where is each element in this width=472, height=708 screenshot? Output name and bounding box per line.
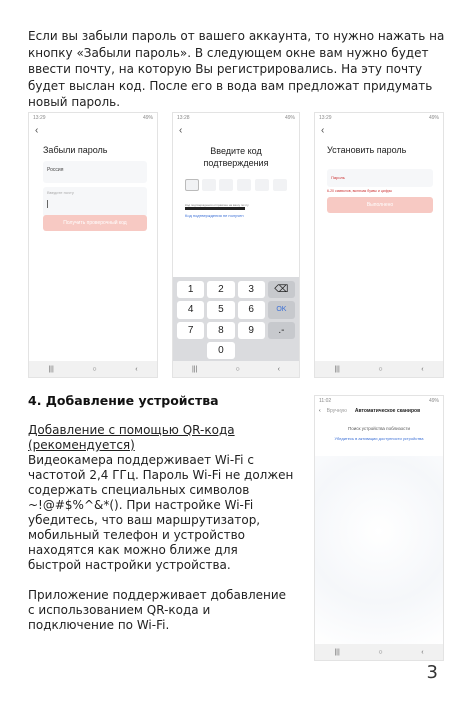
scan-radar-area bbox=[315, 456, 443, 644]
text-cursor bbox=[47, 200, 48, 208]
back-nav-icon[interactable]: ‹ bbox=[135, 365, 138, 373]
home-icon[interactable]: ○ bbox=[378, 648, 383, 656]
code-digit-box[interactable] bbox=[255, 179, 269, 191]
code-digit-box[interactable] bbox=[237, 179, 251, 191]
status-time: 11:02 bbox=[319, 398, 332, 404]
key-empty bbox=[177, 342, 204, 359]
page-number: 3 bbox=[426, 662, 438, 683]
email-field[interactable] bbox=[43, 187, 147, 217]
recent-apps-icon[interactable]: ||| bbox=[48, 365, 54, 373]
code-digit-box[interactable] bbox=[273, 179, 287, 191]
back-arrow-icon[interactable]: ‹ bbox=[35, 125, 39, 136]
key-1[interactable]: 1 bbox=[177, 281, 204, 298]
status-battery: 49% bbox=[428, 398, 439, 404]
screen-title: Установить пароль bbox=[327, 145, 407, 155]
key-6[interactable]: 6 bbox=[238, 301, 265, 318]
key-4[interactable]: 4 bbox=[177, 301, 204, 318]
app-support-paragraph: Приложение поддерживает добавление с использованием QR-кода и подключение по Wi-Fi. bbox=[28, 588, 287, 632]
status-bar bbox=[319, 115, 439, 123]
key-empty bbox=[268, 342, 295, 359]
key-0[interactable]: 0 bbox=[207, 342, 234, 359]
status-time: 13:29 bbox=[319, 115, 332, 121]
status-bar bbox=[319, 398, 439, 406]
key-ok[interactable]: OK bbox=[268, 301, 295, 318]
activate-device-link[interactable]: Убедитесь в активации доступности устройства bbox=[334, 436, 424, 441]
status-time: 13:28 bbox=[177, 115, 190, 121]
code-sent-text: Код подтверждения отправлен на вашу почту bbox=[185, 203, 249, 207]
back-arrow-icon[interactable]: ‹ bbox=[179, 125, 183, 136]
recent-apps-icon[interactable]: ||| bbox=[334, 648, 340, 656]
numeric-keypad bbox=[173, 277, 299, 363]
section-title: 4. Добавление устройства bbox=[28, 393, 219, 408]
back-nav-icon[interactable]: ‹ bbox=[421, 365, 424, 373]
back-nav-icon[interactable]: ‹ bbox=[421, 648, 424, 656]
key-9[interactable]: 9 bbox=[238, 322, 265, 339]
status-bar bbox=[33, 115, 153, 123]
email-placeholder: Введите почту bbox=[47, 190, 74, 195]
home-icon[interactable]: ○ bbox=[378, 365, 383, 373]
system-nav-bar bbox=[29, 361, 157, 377]
tab-auto-scan[interactable]: Автоматическое сканиров bbox=[354, 408, 421, 414]
section-subtitle: Добавление с помощью QR-кода (рекомендуется) bbox=[28, 423, 235, 452]
password-hint: 6-20 символов, включая буквы и цифры bbox=[327, 189, 393, 193]
backspace-icon[interactable]: ⌫ bbox=[268, 281, 295, 298]
home-icon[interactable]: ○ bbox=[235, 365, 240, 373]
spacer bbox=[28, 573, 294, 588]
recent-apps-icon[interactable]: ||| bbox=[334, 365, 340, 373]
code-digit-box[interactable] bbox=[219, 179, 233, 191]
scan-header bbox=[319, 408, 439, 414]
key-2[interactable]: 2 bbox=[207, 281, 234, 298]
region-field[interactable] bbox=[43, 161, 147, 183]
back-arrow-icon[interactable]: ‹ bbox=[321, 125, 325, 136]
status-battery: 49% bbox=[428, 115, 439, 121]
key-5[interactable]: 5 bbox=[207, 301, 234, 318]
key-3[interactable]: 3 bbox=[238, 281, 265, 298]
screen-title: Забыли пароль bbox=[43, 145, 108, 155]
back-arrow-icon[interactable]: ‹ bbox=[319, 408, 321, 414]
back-nav-icon[interactable]: ‹ bbox=[277, 365, 280, 373]
system-nav-bar bbox=[315, 644, 443, 660]
done-button[interactable]: Выполнено bbox=[327, 197, 433, 213]
key-7[interactable]: 7 bbox=[177, 322, 204, 339]
screen-title: Введите код подтверждения bbox=[203, 146, 269, 168]
status-battery: 49% bbox=[142, 115, 153, 121]
key-empty bbox=[238, 342, 265, 359]
code-digit-box[interactable] bbox=[202, 179, 216, 191]
phone-verification-code bbox=[172, 112, 300, 378]
recent-apps-icon[interactable]: ||| bbox=[191, 365, 198, 373]
home-icon[interactable]: ○ bbox=[92, 365, 97, 373]
status-bar bbox=[177, 115, 295, 123]
get-code-button[interactable]: Получить проверочный код bbox=[43, 215, 147, 231]
code-not-received-link[interactable]: Код подтверждения не получен bbox=[185, 213, 244, 218]
section-body bbox=[28, 423, 294, 633]
password-placeholder: Пароль bbox=[331, 175, 345, 180]
searching-text: Поиск устройства поблизости bbox=[348, 426, 410, 431]
password-field[interactable] bbox=[327, 169, 433, 187]
intro-paragraph: Если вы забыли пароль от вашего аккаунта, то нужно нажать на кнопку «Забыли пароль». В следующем окне вам нужно будет ввести почту, на которую Вы регистрировались. На эту почту будет выслан код. После его в вода вам предложат придумать новый пароль. bbox=[28, 29, 445, 109]
phone-auto-scan bbox=[314, 395, 444, 661]
phone-forgot-password bbox=[28, 112, 158, 378]
tab-manual[interactable]: Вручную bbox=[326, 408, 347, 414]
code-digit-box[interactable] bbox=[185, 179, 199, 191]
system-nav-bar bbox=[173, 361, 299, 377]
key-dot-dash[interactable]: .- bbox=[268, 322, 295, 339]
system-nav-bar bbox=[315, 361, 443, 377]
region-value: Россия bbox=[47, 167, 64, 173]
key-8[interactable]: 8 bbox=[207, 322, 234, 339]
status-battery: 49% bbox=[284, 115, 295, 121]
phone-set-password bbox=[314, 112, 444, 378]
status-time: 13:29 bbox=[33, 115, 46, 121]
wifi-paragraph: Видеокамера поддерживает Wi-Fi с частотой 2,4 ГГц. Пароль Wi-Fi не должен содержать специальных символов ~!@#$%^&*(). При настройке Wi-Fi убедитесь, что ваш маршрутизатор, мобильный телефон и устройство находятся как можно ближе для быстрой настройки устройства. bbox=[28, 453, 294, 572]
redacted-email bbox=[185, 207, 245, 210]
